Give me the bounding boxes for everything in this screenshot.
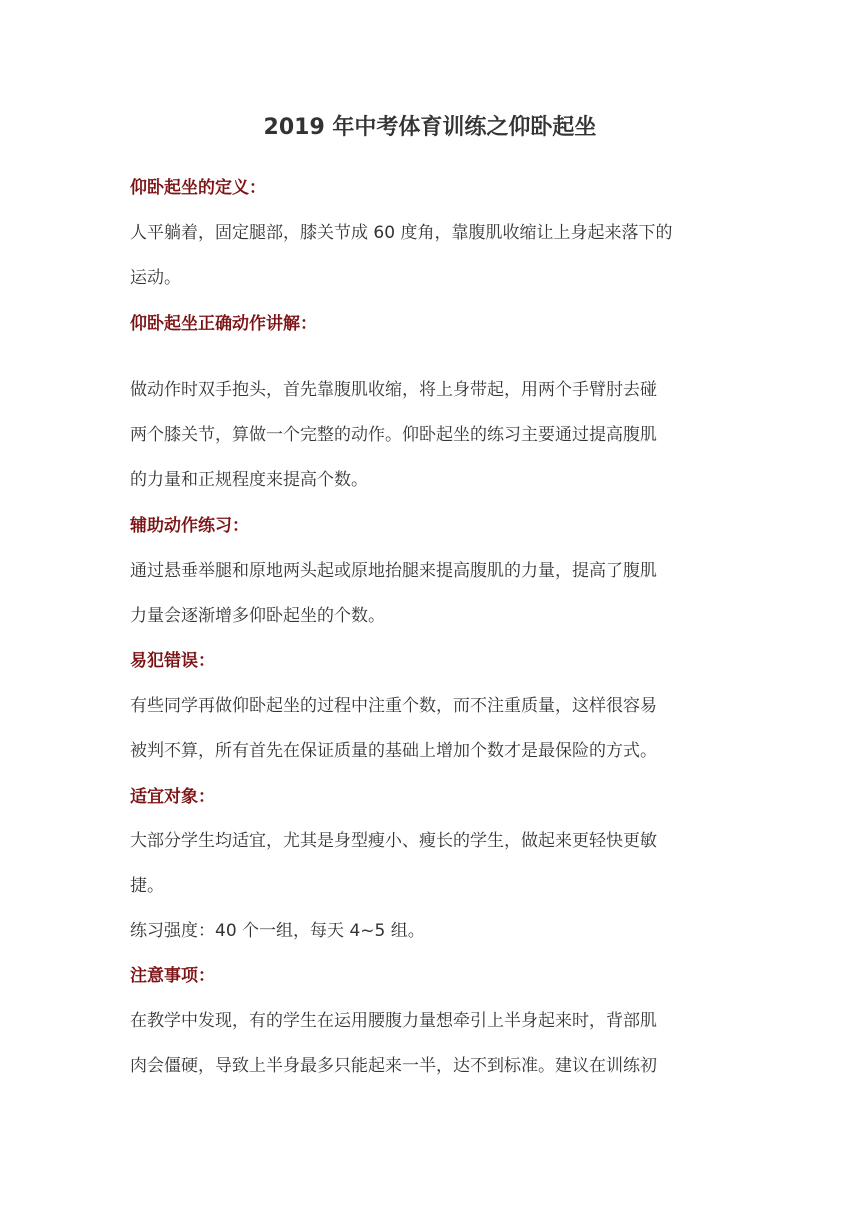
mistakes-heading: 易犯错误： [130,651,215,671]
technique-line-3: 的力量和正规程度来提高个数。 [130,470,368,490]
suitable-line-1: 大部分学生均适宜，尤其是身型瘦小、瘦长的学生，做起来更轻快更敏 [130,831,657,851]
definition-line-1: 人平躺着，固定腿部，膝关节成 60 度角，靠腹肌收缩让上身起来落下的 [130,223,673,243]
document-title: 2019 年中考体育训练之仰卧起坐 [263,115,597,140]
assist-line-2: 力量会逐渐增多仰卧起坐的个数。 [130,606,385,626]
mistakes-line-1: 有些同学再做仰卧起坐的过程中注重个数，而不注重质量，这样很容易 [130,696,657,716]
assist-line-1: 通过悬垂举腿和原地两头起或原地抬腿来提高腹肌的力量，提高了腹肌 [130,561,657,581]
assist-heading: 辅助动作练习： [130,516,249,536]
suitable-heading: 适宜对象： [130,787,215,807]
definition-line-2: 运动。 [130,268,181,288]
notes-line-1: 在教学中发现，有的学生在运用腰腹力量想牵引上半身起来时，背部肌 [130,1011,657,1031]
definition-heading: 仰卧起坐的定义： [130,178,266,198]
technique-heading: 仰卧起坐正确动作讲解： [130,314,317,334]
notes-heading: 注意事项： [130,966,215,986]
suitable-line-2: 捷。 [130,876,164,896]
technique-line-1: 做动作时双手抱头，首先靠腹肌收缩，将上身带起，用两个手臂肘去碰 [130,380,657,400]
notes-line-2: 肉会僵硬，导致上半身最多只能起来一半，达不到标准。建议在训练初 [130,1056,657,1076]
training-intensity: 练习强度：40 个一组，每天 4~5 组。 [130,921,425,941]
mistakes-line-2: 被判不算，所有首先在保证质量的基础上增加个数才是最保险的方式。 [130,741,657,761]
technique-line-2: 两个膝关节，算做一个完整的动作。仰卧起坐的练习主要通过提高腹肌 [130,425,657,445]
